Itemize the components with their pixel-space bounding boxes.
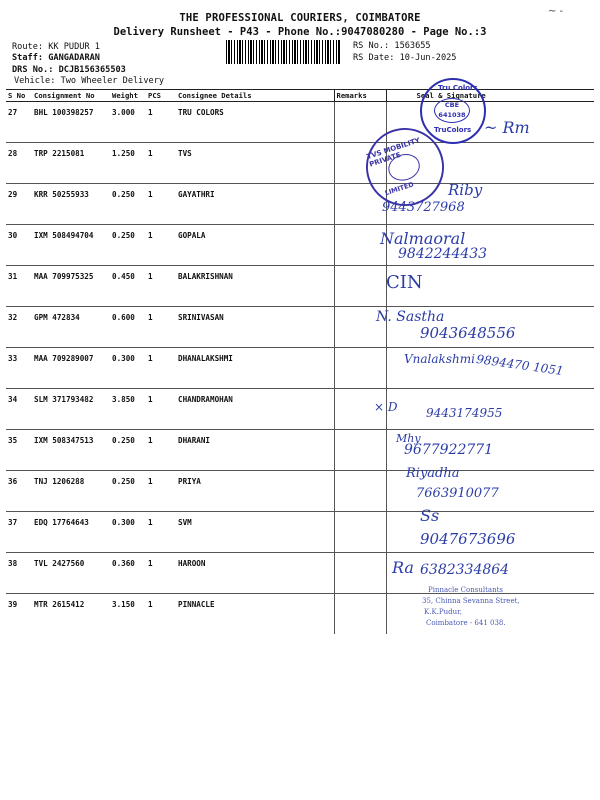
weight-cell: 0.300 — [110, 348, 146, 389]
tvs-stamp-bottom: LIMITED — [383, 180, 415, 198]
consignment-cell: MTR 2615412 — [34, 600, 85, 609]
consignee-cell: DHARANI — [176, 430, 334, 471]
col-consignment: Consignment No — [32, 90, 110, 102]
name-30: Nalmaoral — [380, 229, 466, 248]
mark-31: CIN — [386, 272, 423, 293]
signature-27: ~ Rm — [484, 118, 530, 137]
rs-number: RS No.: 1563655 — [353, 41, 431, 51]
phone-32: 9043648556 — [420, 324, 516, 342]
signature-33: Vnalakshmi — [404, 352, 475, 366]
signature-34: × D — [374, 400, 398, 414]
signature-29: Riby — [448, 181, 483, 199]
col-pcs: PCS — [146, 90, 176, 102]
col-sno: S No — [6, 90, 32, 102]
table-row — [6, 266, 594, 307]
pinnacle-seal-line2: 35, Chinna Sevanna Street, — [422, 597, 520, 605]
sno-cell: 34 — [6, 389, 32, 430]
remarks-cell — [334, 348, 386, 389]
pcs-cell: 1 — [148, 600, 153, 609]
phone-33: 9894470 1051 — [475, 351, 565, 379]
weight-cell: 0.360 — [110, 553, 146, 594]
name-32: N. Sastha — [376, 309, 445, 325]
pinnacle-seal-line3: K.K.Pudur, — [424, 608, 462, 616]
consignee-cell: BALAKRISHNAN — [176, 266, 334, 307]
col-seal: Seal & Signature — [386, 90, 594, 102]
consignee-cell: PRIYA — [176, 471, 334, 512]
sno-cell: 32 — [6, 307, 32, 348]
pcs-cell: 1 — [146, 471, 176, 512]
consignee-cell: PINNACLE — [178, 600, 215, 609]
remarks-cell — [334, 471, 386, 512]
consignee-cell: CHANDRAMOHAN — [176, 389, 334, 430]
vehicle-label: Vehicle: Two Wheeler Delivery — [14, 76, 165, 86]
consignment-cell: MAA 709975325 — [32, 266, 110, 307]
remarks-cell — [334, 553, 386, 594]
sno-cell: 38 — [6, 553, 32, 594]
phone-29: 9443727968 — [382, 200, 465, 215]
consignment-cell: TRP 2215081 — [32, 143, 110, 184]
remarks-cell — [334, 266, 386, 307]
pcs-cell: 1 — [146, 184, 176, 225]
staff-name: GANGADARAN — [48, 53, 100, 63]
consignee-cell: DHANALAKSHMI — [176, 348, 334, 389]
pcs-cell: 1 — [146, 102, 176, 143]
sno-cell: 35 — [6, 430, 32, 471]
col-weight: Weight — [110, 90, 146, 102]
tru-colors-stamp-bottom: TruColors — [434, 126, 472, 134]
staff-label: Staff: — [12, 53, 44, 63]
weight-cell: 3.000 — [110, 102, 146, 143]
drs-number: DCJB156365503 — [58, 65, 126, 75]
phone-35: 9677922771 — [404, 442, 494, 458]
signature-37: Ss — [420, 506, 440, 525]
consignment-cell: EDQ 17764643 — [32, 512, 110, 553]
consignment-cell: IXM 508494704 — [32, 225, 110, 266]
weight-cell: 0.250 — [110, 184, 146, 225]
weight-cell: 3.150 — [112, 600, 135, 609]
pcs-cell: 1 — [146, 307, 176, 348]
pcs-cell: 1 — [146, 225, 176, 266]
consignment-cell: KRR 50255933 — [32, 184, 110, 225]
consignee-cell: SRINIVASAN — [176, 307, 334, 348]
drs-line — [12, 65, 126, 75]
consignment-cell: SLM 371793482 — [32, 389, 110, 430]
consignee-cell: TRU COLORS — [176, 102, 334, 143]
sno-cell: 29 — [6, 184, 32, 225]
pcs-cell: 1 — [146, 430, 176, 471]
weight-cell: 1.250 — [110, 143, 146, 184]
barcode — [226, 40, 340, 64]
tru-colors-stamp-center — [434, 98, 470, 123]
pcs-cell: 1 — [146, 389, 176, 430]
consignee-cell: GOPALA — [176, 225, 334, 266]
phone-37: 9047673696 — [420, 530, 516, 548]
pcs-cell: 1 — [146, 553, 176, 594]
tru-colors-city: CBE — [444, 101, 460, 109]
pinnacle-seal-line4: Coimbatore - 641 038. — [426, 619, 506, 627]
consignee-cell: TVS — [176, 143, 334, 184]
phone-30: 9842244433 — [398, 246, 488, 262]
company-title: THE PROFESSIONAL COURIERS, COIMBATORE — [179, 12, 421, 24]
consignee-cell: GAYATHRI — [176, 184, 334, 225]
pcs-cell: 1 — [146, 348, 176, 389]
tru-colors-stamp-top: Tru Colors — [438, 84, 478, 92]
pcs-cell: 1 — [146, 266, 176, 307]
sno-cell: 36 — [6, 471, 32, 512]
col-consignee: Consignee Details — [176, 90, 334, 102]
sno-cell: 31 — [6, 266, 32, 307]
phone-34: 9443174955 — [426, 406, 503, 420]
col-remarks: Remarks — [334, 90, 386, 102]
pcs-cell: 1 — [146, 512, 176, 553]
consignment-cell: TNJ 1206288 — [32, 471, 110, 512]
consignment-cell: MAA 709289007 — [32, 348, 110, 389]
pinnacle-seal-line1: Pinnacle Consultants — [428, 586, 503, 594]
remarks-cell — [334, 512, 386, 553]
remarks-cell — [334, 430, 386, 471]
signature-35: Mhy — [396, 432, 421, 445]
consignment-cell: GPM 472834 — [32, 307, 110, 348]
table-row — [6, 389, 594, 430]
pcs-cell: 1 — [146, 143, 176, 184]
weight-cell: 0.250 — [110, 471, 146, 512]
weight-cell: 0.250 — [110, 225, 146, 266]
table-row — [6, 225, 594, 266]
signature-38: Ra — [392, 558, 414, 577]
staff-line — [12, 53, 100, 63]
consignment-cell: BHL 100398257 — [32, 102, 110, 143]
sno-cell: 27 — [6, 102, 32, 143]
weight-cell: 0.450 — [110, 266, 146, 307]
route-label: Route: KK PUDUR 1 — [12, 42, 100, 52]
sno-cell: 39 — [8, 600, 18, 609]
phone-36: 7663910077 — [416, 486, 499, 501]
table-row — [6, 143, 594, 184]
remarks-cell — [334, 594, 386, 635]
sno-cell: 30 — [6, 225, 32, 266]
table-header-row — [6, 90, 594, 102]
table-row — [6, 471, 594, 512]
weight-cell: 0.600 — [110, 307, 146, 348]
corner-mark: ~ - — [548, 6, 564, 17]
consignee-cell: HAROON — [176, 553, 334, 594]
runsheet-title: Delivery Runsheet - P43 - Phone No.:9047080280 - Page No.:3 — [113, 26, 487, 38]
tru-colors-pin: 641038 — [438, 111, 466, 119]
weight-cell: 3.850 — [110, 389, 146, 430]
sno-cell: 37 — [6, 512, 32, 553]
consignment-cell: TVL 2427560 — [32, 553, 110, 594]
sno-cell: 28 — [6, 143, 32, 184]
sno-cell: 33 — [6, 348, 32, 389]
weight-cell: 0.300 — [110, 512, 146, 553]
remarks-cell — [334, 102, 386, 143]
phone-38: 6382334864 — [420, 562, 510, 578]
signature-36: Riyadha — [406, 466, 460, 481]
consignee-cell: SVM — [176, 512, 334, 553]
rs-date: RS Date: 10-Jun-2025 — [353, 53, 457, 63]
table-row — [6, 184, 594, 225]
tvs-stamp-ring: TVS MOBILITY PRIVATE — [365, 136, 422, 169]
consignment-cell: IXM 508347513 — [32, 430, 110, 471]
weight-cell: 0.250 — [110, 430, 146, 471]
remarks-cell — [334, 225, 386, 266]
drs-label: DRS No.: — [12, 65, 54, 75]
table-row — [6, 430, 594, 471]
